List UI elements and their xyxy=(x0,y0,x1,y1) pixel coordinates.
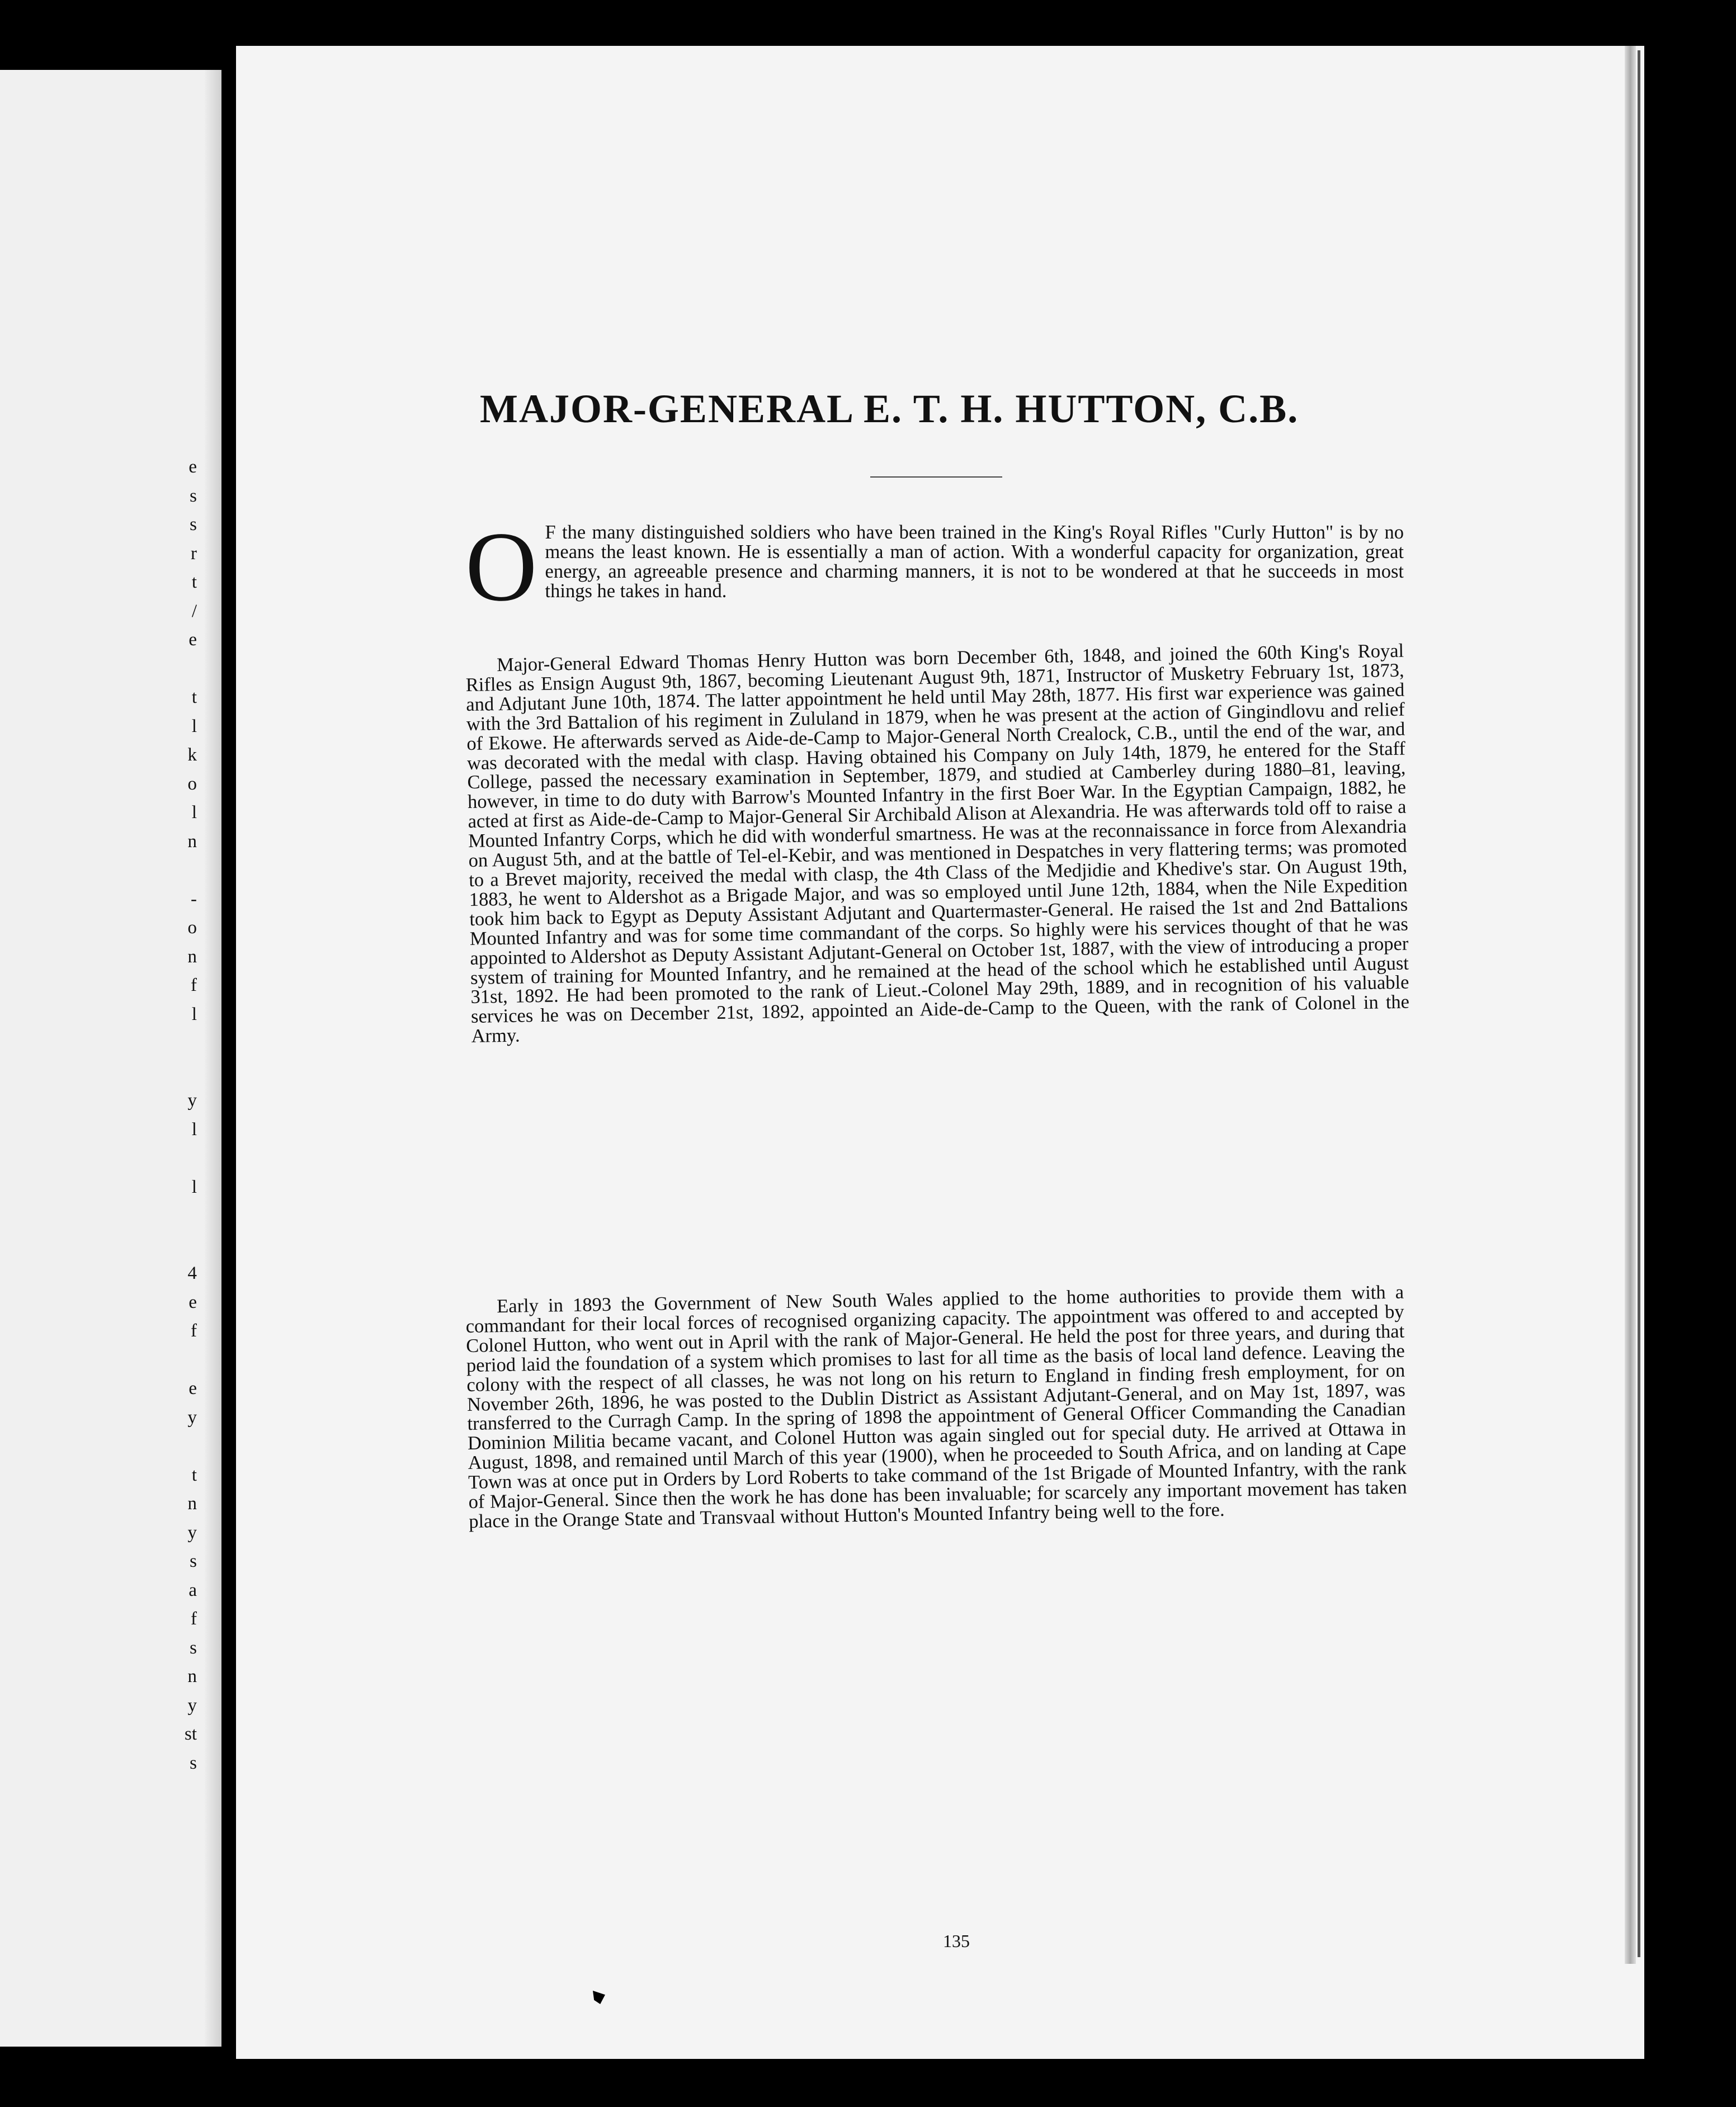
right-page xyxy=(236,46,1644,2059)
left-page-fragment xyxy=(174,1029,197,1058)
left-page-fragment: f xyxy=(191,1609,197,1629)
left-page-fragment: f xyxy=(191,975,197,995)
left-page-gutter-shadow xyxy=(205,70,221,2047)
left-page-fragment: e xyxy=(188,1292,197,1312)
book-spine xyxy=(221,70,235,2061)
left-page-fragment: n xyxy=(187,1494,197,1514)
left-page-fragment xyxy=(174,856,197,885)
left-page-fragment: / xyxy=(191,601,197,621)
left-page-fragment xyxy=(174,1144,197,1173)
left-page-fragment: r xyxy=(191,543,197,564)
left-page-fragment: l xyxy=(191,716,197,736)
biography-paragraph-text: Major-General Edward Thomas Henry Hutton was born December 6th, 1848, and joined the 60th King's Royal Rifles as Ensign August 9th, 1867, becoming Lieutenant August 9th, 1871, Instructor of Musketry February 1st, 1873, and Adjutant June 10th, 1874. The latter appointment he held until May 28th, 1877. His first war experience was gained with the 3rd Battalion of his regiment in Zululand in 1879, when he was present at the action of Gingindlovu and relief of Ekowe. He afterwards served as Aide-de-Camp to Major-General North Crealock, C.B., until the end of the war, and was decorated with the medal with clasp. Having obtained his Company on July 14th, 1879, he entered for the Staff College, passed the necessary examination in September, 1879, and studied at Camberley during 1880–81, leaving, however, in time to do duty with Barrow's Mounted Infantry in the first Boer War. In the Egyptian Campaign, 1882, he acted at first as Aide-de-Camp to Major-General Sir Archibald Alison at Alexandria. He was afterwards told off to raise a Mounted Infantry Corps, which he did with wonderful smartness. He was at the reconnaissance in force from Alexandria on August 5th, and at the battle of Tel-el-Kebir, and was mentioned in Despatches in very flattering terms; was promoted to a Brevet majority, received the medal with clasp, the 4th Class of the Medjidie and Khedive's star. On August 19th, 1883, he went to Aldershot as a Brigade Major, and was so employed until June 12th, 1884, when the Nile Expedition took him back to Egypt as Deputy Assistant Adjutant and Quartermaster-General. He raised the 1st and 2nd Battalions Mounted Infantry and was for some time commandant of the corps. So highly were his services thought of that he was appointed to Aldershot as Deputy Assistant Adjutant-General on October 1st, 1887, with the view of introducing a proper system of training for Mounted Infantry, and he remained at the head of the school which he established until August 31st, 1892. He had been promoted to the rank of Lieut.-Colonel May 29th, 1889, and in recognition of his valuable services he was on December 21st, 1892, appointed an Aide-de-Camp to the Queen, with the rank of Colonel in the Army. xyxy=(465,640,1410,1047)
left-page-fragment: t xyxy=(191,1464,197,1485)
left-page-fragment: s xyxy=(190,1752,197,1773)
page-edge-line xyxy=(1638,50,1640,1957)
left-page-fragment: l xyxy=(191,1119,197,1140)
left-page-fragment: l xyxy=(191,802,197,823)
left-page-fragment: n xyxy=(187,831,197,852)
left-page-fragment: e xyxy=(188,1378,197,1399)
left-page-fragment: y xyxy=(187,1522,197,1543)
left-page-fragment xyxy=(174,1202,197,1231)
left-page-fragment: y xyxy=(187,1090,197,1111)
left-page-fragment: 4 xyxy=(187,1263,197,1283)
left-page-fragment xyxy=(174,1058,197,1087)
left-page-fragment: o xyxy=(187,918,197,938)
left-page-fragment: y xyxy=(187,1407,197,1428)
left-page-fragment: l xyxy=(191,1177,197,1197)
left-page-fragment: l xyxy=(191,1004,197,1024)
later-career-paragraph-text: Early in 1893 the Government of New South Wales applied to the home authorities to provide them with a commandant for their local forces of recognised organizing capacity. The appointment was offered to and accepted by Colonel Hutton, who went out in April with the rank of Major-General. He held the post for three years, and during that period laid the foundation of a system which promises to last for all time as the basis of local land defence. Leaving the colony with the respect of all classes, he was not long on his return to England in finding fresh employment, for on November 26th, 1896, he was posted to the Dublin District as Assistant Adjutant-General, and on May 1st, 1897, was transferred to the Curragh Camp. In the spring of 1898 the appointment of General Officer Commanding the Canadian Dominion Militia became vacant, and Colonel Hutton was again singled out for special duty. He arrived at Ottawa in August, 1898, and remained until March of this year (1900), when he proceeded to South Africa, and on landing at Cape Town was at once put in Orders by Lord Roberts to take command of the 1st Brigade of Mounted Infantry, with the rank of Major-General. Since then the work he has done has been invaluable; for scarcely any important movement has taken place in the Orange State and Transvaal without Hutton's Mounted Infantry being well to the fore. xyxy=(465,1281,1407,1532)
left-page-fragment xyxy=(174,1346,197,1375)
opening-paragraph xyxy=(465,511,1404,622)
left-page-fragment: s xyxy=(190,1637,197,1658)
page-edge-shadow xyxy=(1625,46,1636,1964)
drop-cap: O xyxy=(465,511,537,622)
left-page-fragment: s xyxy=(190,485,197,506)
later-career-paragraph xyxy=(465,1283,1407,1532)
left-page-fragment: o xyxy=(187,773,197,794)
left-page-fragment: - xyxy=(191,889,197,909)
opening-paragraph-text: F the many distinguished soldiers who have been trained in the King's Royal Rifles "Curly Hutton" is by no means the least known. He is essentially a man of action. With a wonderful capacity for organization, great energy, an agreeable presence and charming manners, it is not to be wondered at that he succeeds in most things he takes in hand. xyxy=(545,522,1404,602)
left-page-fragment: e xyxy=(188,457,197,477)
left-page-fragment: s xyxy=(190,514,197,535)
left-page-fragment: a xyxy=(188,1580,197,1600)
left-page-fragment: t xyxy=(191,572,197,592)
article-title: MAJOR-GENERAL E. T. H. HUTTON, C.B. xyxy=(480,386,1299,431)
left-page-fragment: k xyxy=(187,745,197,765)
left-page-fragment: y xyxy=(187,1695,197,1716)
left-page-fragment: t xyxy=(191,687,197,707)
left-page-fragment xyxy=(174,1231,197,1260)
left-page-fragment: f xyxy=(191,1321,197,1341)
page-number: 135 xyxy=(943,1931,970,1951)
left-page-fragment: st xyxy=(184,1724,197,1744)
left-page-fragment: s xyxy=(190,1551,197,1571)
biography-paragraph xyxy=(465,641,1410,1046)
left-page-fragment: n xyxy=(187,1666,197,1686)
left-page-fragment xyxy=(174,1432,197,1461)
title-divider-rule xyxy=(870,476,1002,478)
left-page-fragment: e xyxy=(188,630,197,650)
left-page-text-fragments xyxy=(174,453,197,1778)
left-page-fragment xyxy=(174,655,197,684)
left-page-fragment: n xyxy=(187,946,197,967)
